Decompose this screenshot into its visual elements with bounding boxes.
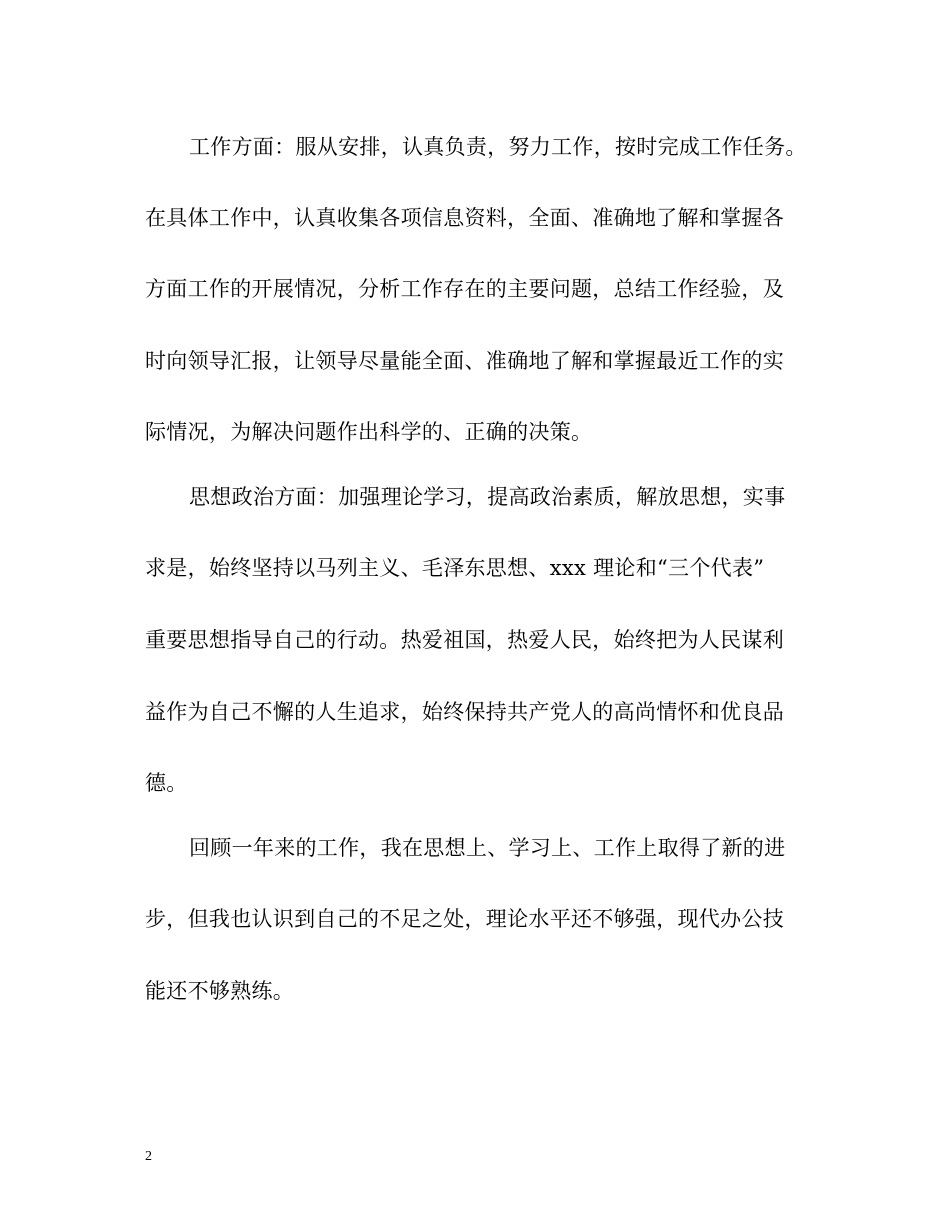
paragraph-3-line-1: 回顾一年来的工作，我在思想上、学习上、工作上取得了新的进 — [189, 836, 786, 860]
paragraph-1-line-2: 在具体工作中，认真收集各项信息资料，全面、准确地了解和掌握各 — [145, 206, 784, 230]
paragraph-2-line-1: 思想政治方面：加强理论学习，提高政治素质，解放思想，实事 — [189, 485, 786, 509]
paragraph-1-line-4: 时向领导汇报，让领导尽量能全面、准确地了解和掌握最近工作的实 — [145, 349, 784, 373]
paragraph-1-line-5: 际情况，为解决问题作出科学的、正确的决策。 — [145, 420, 593, 444]
page-number: 2 — [145, 1149, 152, 1164]
paragraph-2-line-5: 德。 — [145, 771, 188, 795]
paragraph-3-line-2: 步，但我也认识到自己的不足之处，理论水平还不够强，现代办公技 — [145, 907, 784, 931]
paragraph-1-line-1: 工作方面：服从安排，认真负责，努力工作，按时完成工作任务。 — [189, 135, 807, 159]
paragraph-2-line-3: 重要思想指导自己的行动。热爱祖国，热爱人民，始终把为人民谋利 — [145, 628, 784, 652]
paragraph-2-line-4: 益作为自己不懈的人生追求，始终保持共产党人的高尚情怀和优良品 — [145, 700, 784, 724]
paragraph-1-line-3: 方面工作的开展情况，分析工作存在的主要问题，总结工作经验，及 — [145, 277, 784, 301]
paragraph-2-line-2: 求是，始终坚持以马列主义、毛泽东思想、xxx 理论和“三个代表” — [145, 556, 765, 580]
paragraph-3-line-3: 能还不够熟练。 — [145, 979, 295, 1003]
